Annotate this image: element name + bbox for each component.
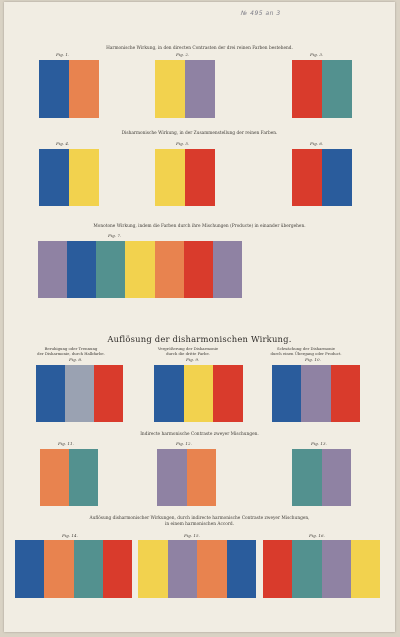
- color-band-violet: [168, 540, 198, 598]
- fig-label: Fig. 15.: [184, 533, 200, 538]
- color-band-blue: [36, 365, 65, 422]
- caption-line: der Disharmonie, durch Halbfarbe.: [37, 351, 105, 356]
- color-band-blue: [272, 365, 301, 422]
- color-band-blue: [39, 149, 69, 206]
- figure-swatch: [155, 60, 215, 118]
- fig-label: Fig. 1.: [56, 52, 70, 57]
- caption-fig-9: [138, 346, 238, 356]
- color-band-orange: [40, 449, 69, 506]
- fig-label: Fig. 12.: [176, 441, 192, 446]
- fig-label: Fig. 10.: [305, 357, 321, 362]
- figure-swatch: [39, 149, 99, 206]
- figure-swatch: [292, 60, 352, 118]
- figure-swatch: [40, 449, 98, 506]
- color-band-yellow: [155, 149, 185, 206]
- caption-line: durch die dritte Farbe.: [166, 351, 210, 356]
- color-band-orange: [44, 540, 73, 598]
- color-band-orange: [69, 60, 99, 118]
- figure-swatch: [15, 540, 132, 598]
- color-band-red: [292, 149, 322, 206]
- color-band-orange: [155, 241, 184, 298]
- color-band-red: [94, 365, 123, 422]
- figure-swatch: [138, 540, 256, 598]
- color-band-blue: [15, 540, 44, 598]
- color-band-violet: [322, 449, 352, 506]
- color-band-orange: [187, 449, 217, 506]
- inventory-note: № 495 an 3: [241, 10, 281, 17]
- caption-line: Vergrößerung der Disharmonie: [157, 346, 219, 351]
- color-band-teal: [74, 540, 103, 598]
- figure-swatch: [292, 449, 351, 506]
- caption-fig-10: [256, 346, 356, 356]
- figure-swatch: [154, 365, 243, 422]
- caption-line: Schwächung der Disharmonie: [276, 346, 335, 351]
- heading-resolution-line-2: in einem harmonischen Accord.: [164, 522, 235, 527]
- fig-label: Fig. 7.: [108, 233, 122, 238]
- figure-swatch: [38, 241, 242, 298]
- fig-label: Fig. 8.: [69, 357, 83, 362]
- fig-label: Fig. 4.: [56, 141, 70, 146]
- fig-label: Fig. 14.: [62, 533, 78, 538]
- color-band-violet: [322, 540, 351, 598]
- figure-swatch: [263, 540, 380, 598]
- caption-line: Beruhigung oder Trennung: [44, 346, 98, 351]
- color-band-red: [184, 241, 213, 298]
- color-band-red: [103, 540, 132, 598]
- color-band-blue: [39, 60, 69, 118]
- figure-swatch: [292, 149, 352, 206]
- color-band-violet: [38, 241, 67, 298]
- color-band-yellow: [138, 540, 168, 598]
- fig-label: Fig. 9.: [186, 357, 200, 362]
- heading-harmonic: Harmonische Wirkung, in den directen Contrasten der drei reinen Farben bestehend.: [106, 46, 293, 51]
- color-band-violet: [157, 449, 187, 506]
- figure-swatch: [36, 365, 123, 422]
- heading-disharmonic: Disharmonische Wirkung, in der Zusammenstellung der reinen Farben.: [121, 131, 278, 136]
- fig-label: Fig. 11.: [58, 441, 74, 446]
- color-band-blue: [67, 241, 96, 298]
- color-band-orange: [197, 540, 227, 598]
- figure-swatch: [272, 365, 360, 422]
- fig-label: Fig. 2.: [176, 52, 190, 57]
- color-band-red: [213, 365, 243, 422]
- color-band-yellow: [125, 241, 154, 298]
- fig-label: Fig. 3.: [310, 52, 324, 57]
- color-band-blue: [227, 540, 257, 598]
- figure-swatch: [39, 60, 99, 118]
- caption-line: durch einen Übergang oder Product.: [270, 351, 342, 356]
- color-band-violet: [301, 365, 330, 422]
- heading-monotone: Monotone Wirkung, indem die Farben durch ihre Mischungen (Producte) in einander übergehen.: [93, 224, 306, 229]
- color-band-yellow: [69, 149, 99, 206]
- fig-label: Fig. 13.: [311, 441, 327, 446]
- figure-swatch: [155, 149, 215, 206]
- color-band-red: [263, 540, 292, 598]
- heading-resolution-line-1: Auflösung disharmonischer Wirkungen, durch indirecte harmonische Contraste zweyer Mischungen,: [89, 516, 310, 521]
- caption-fig-8: [21, 346, 121, 356]
- color-band-violet: [213, 241, 242, 298]
- color-band-yellow: [155, 60, 185, 118]
- color-band-teal: [322, 60, 352, 118]
- fig-label: Fig. 16.: [309, 533, 325, 538]
- color-band-teal: [69, 449, 98, 506]
- heading-indirect: Indirecte harmonische Contraste zweyer Mischungen.: [140, 432, 259, 437]
- color-band-blue: [322, 149, 352, 206]
- fig-label: Fig. 5.: [176, 141, 190, 146]
- figure-swatch: [157, 449, 216, 506]
- color-band-red: [185, 149, 215, 206]
- print-sheet: [4, 2, 395, 632]
- color-band-teal: [292, 540, 321, 598]
- page-title: Auflösung der disharmonischen Wirkung.: [107, 334, 292, 344]
- color-band-yellow: [184, 365, 214, 422]
- color-band-violet: [185, 60, 215, 118]
- color-band-teal: [292, 449, 322, 506]
- color-band-red: [292, 60, 322, 118]
- fig-label: Fig. 6.: [310, 141, 324, 146]
- color-band-red: [331, 365, 360, 422]
- color-band-yellow: [351, 540, 380, 598]
- color-band-grey: [65, 365, 94, 422]
- color-band-blue: [154, 365, 184, 422]
- color-band-teal: [96, 241, 125, 298]
